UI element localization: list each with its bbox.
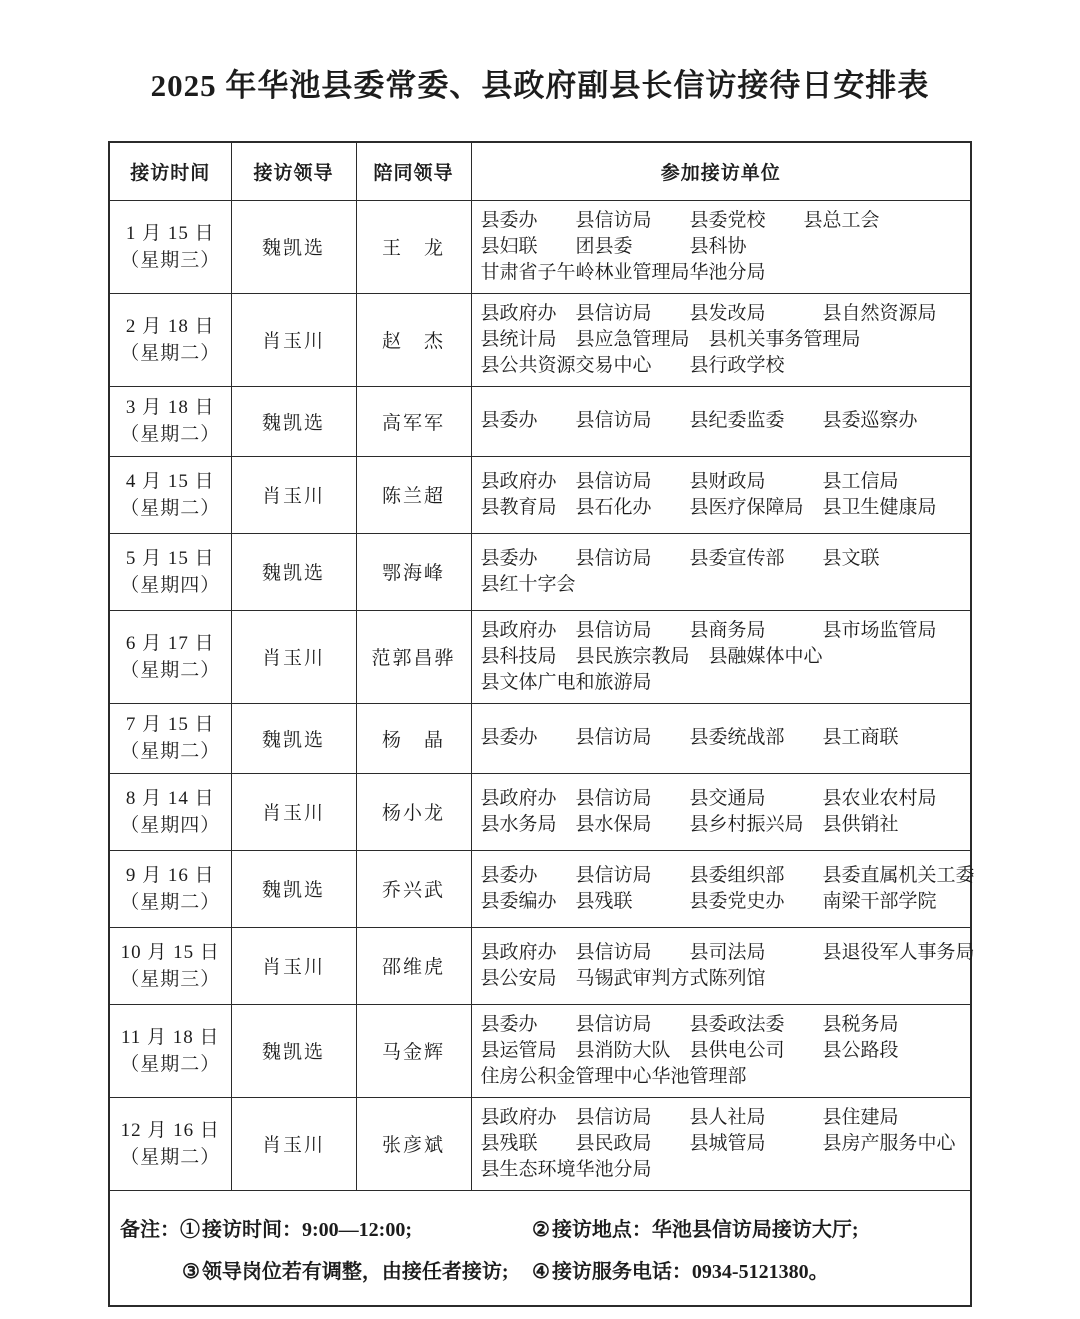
weekday-text: （星期二） [120,891,221,913]
participating-units [471,200,971,293]
notes-row [109,1190,971,1306]
table-row [109,533,971,610]
accompanying-leader: 范郭昌骅 [356,610,471,703]
participating-units [471,703,971,773]
unit-line: 县委办 县信访局 县纪委监委 县委巡察办 [480,410,918,431]
unit-line: 住房公积金管理中心华池管理部 [480,1065,747,1087]
date-text: 6 月 17 日 [125,632,215,654]
accompanying-leader: 高军军 [356,386,471,456]
note-4-number: ④ [532,1260,550,1283]
reception-date [109,610,231,703]
table-row [109,1004,971,1097]
table-row [109,200,971,293]
unit-line: 县政府办 县信访局 县人社局 县住建局 [480,1106,899,1128]
note-3-number: ③ [182,1260,200,1283]
col-header-time: 接访时间 [109,142,231,200]
note-1-number: ① [180,1218,200,1241]
unit-line: 县委办 县信访局 县委宣传部 县文联 [480,547,880,569]
table-row [109,773,971,850]
weekday-text: （星期二） [120,497,221,519]
table-row [109,456,971,533]
reception-leader: 肖玉川 [231,293,356,386]
unit-line: 县残联 县民政局 县城管局 县房产服务中心 [480,1132,956,1154]
participating-units [471,773,971,850]
accompanying-leader: 杨小龙 [356,773,471,850]
table-row [109,293,971,386]
unit-line: 县政府办 县信访局 县商务局 县市场监管局 [480,619,937,641]
reception-date [109,1097,231,1190]
table-row [109,703,971,773]
date-text: 3 月 18 日 [125,397,215,418]
weekday-text: （星期二） [120,1146,221,1168]
reception-date [109,200,231,293]
weekday-text: （星期二） [120,659,221,681]
reception-date [109,773,231,850]
reception-leader: 肖玉川 [231,456,356,533]
col-header-units: 参加接访单位 [471,142,971,200]
accompanying-leader: 陈兰超 [356,456,471,533]
date-text: 10 月 15 日 [120,941,220,963]
unit-line: 县委办 县信访局 县委统战部 县工商联 [480,727,899,748]
table-row [109,850,971,927]
participating-units [471,293,971,386]
date-text: 2 月 18 日 [125,315,215,337]
participating-units [471,927,975,1004]
date-text: 1 月 15 日 [125,222,215,244]
unit-line: 县委办 县信访局 县委政法委 县税务局 [480,1013,899,1035]
reception-date [109,1004,231,1097]
date-text: 12 月 16 日 [120,1119,220,1141]
note-2-number: ② [532,1218,550,1241]
date-text: 8 月 14 日 [125,787,215,809]
participating-units [471,533,971,610]
unit-line: 县委编办 县残联 县委党史办 南梁干部学院 [480,890,937,912]
date-text: 4 月 15 日 [125,470,215,492]
header-row [109,142,971,200]
unit-line: 县政府办 县信访局 县发改局 县自然资源局 [480,302,937,324]
date-text: 11 月 18 日 [120,1026,220,1048]
accompanying-leader: 王 龙 [356,200,471,293]
page-title: 2025 年华池县委常委、县政府副县长信访接待日安排表 [150,68,930,103]
weekday-text: （星期二） [120,342,221,364]
unit-line: 县水务局 县水保局 县乡村振兴局 县供销社 [480,813,899,835]
note-3-text: 领导岗位若有调整，由接任者接访; [201,1260,509,1283]
unit-line: 县委办 县信访局 县委组织部 县委直属机关工委 [480,864,975,886]
unit-line: 甘肃省子午岭林业管理局华池分局 [480,261,766,283]
reception-leader: 魏凯选 [231,533,356,610]
notes-cell [109,1190,971,1306]
participating-units [471,1097,971,1190]
reception-date [109,386,231,456]
unit-line: 县生态环境华池分局 [480,1158,652,1180]
reception-date [109,533,231,610]
table-row [109,610,971,703]
unit-line: 县政府办 县信访局 县交通局 县农业农村局 [480,787,937,809]
reception-date [109,927,231,1004]
unit-line: 县政府办 县信访局 县司法局 县退役军人事务局 [480,941,975,963]
col-header-leader: 接访领导 [231,142,356,200]
col-header-companion: 陪同领导 [356,142,471,200]
participating-units [471,386,971,456]
accompanying-leader: 马金辉 [356,1004,471,1097]
weekday-text: （星期三） [120,968,221,990]
weekday-text: （星期四） [120,574,221,596]
unit-line: 县妇联 团县委 县科协 [480,235,747,257]
participating-units [471,610,971,703]
table-row [109,927,971,1004]
date-text: 9 月 16 日 [125,864,215,886]
weekday-text: （星期四） [120,814,221,836]
unit-line: 县运管局 县消防大队 县供电公司 县公路段 [480,1039,899,1061]
reception-date [109,293,231,386]
weekday-text: （星期二） [120,424,221,445]
reception-leader: 魏凯选 [231,1004,356,1097]
weekday-text: （星期二） [120,741,221,762]
unit-line: 县公共资源交易中心 县行政学校 [480,354,785,376]
table-row [109,386,971,456]
reception-leader: 肖玉川 [231,927,356,1004]
unit-line: 县教育局 县石化办 县医疗保障局 县卫生健康局 [480,496,937,518]
accompanying-leader: 邵维虎 [356,927,471,1004]
unit-line: 县政府办 县信访局 县财政局 县工信局 [480,470,899,492]
unit-line: 县委办 县信访局 县委党校 县总工会 [480,209,880,231]
reception-date [109,703,231,773]
unit-line: 县统计局 县应急管理局 县机关事务管理局 [480,328,861,350]
unit-line: 县公安局 马锡武审判方式陈列馆 [480,967,766,989]
accompanying-leader: 杨 晶 [356,703,471,773]
note-1 [120,1216,532,1244]
notes-label: 备注： [120,1218,180,1241]
unit-line: 县文体广电和旅游局 [480,671,652,693]
table-row [109,1097,971,1190]
participating-units [471,1004,971,1097]
note-3 [120,1258,532,1286]
participating-units [471,456,971,533]
unit-line: 县红十字会 [480,573,576,595]
weekday-text: （星期三） [120,249,221,271]
note-2 [532,1216,962,1244]
schedule-table [108,141,975,1307]
unit-line: 县科技局 县民族宗教局 县融媒体中心 [480,645,823,667]
note-2-text: 接访地点：华池县信访局接访大厅; [551,1218,859,1241]
accompanying-leader: 赵 杰 [356,293,471,386]
reception-leader: 肖玉川 [231,773,356,850]
weekday-text: （星期二） [120,1053,221,1075]
reception-leader: 肖玉川 [231,1097,356,1190]
note-4-text: 接访服务电话：0934-5121380。 [551,1260,829,1283]
reception-date [109,850,231,927]
reception-leader: 肖玉川 [231,610,356,703]
accompanying-leader: 乔兴武 [356,850,471,927]
notes [120,1216,962,1286]
note-4 [532,1258,962,1286]
participating-units [471,850,975,927]
reception-leader: 魏凯选 [231,850,356,927]
reception-leader: 魏凯选 [231,703,356,773]
accompanying-leader: 张彦斌 [356,1097,471,1190]
note-1-text: 接访时间：9:00—12:00; [202,1218,412,1241]
date-text: 7 月 15 日 [125,714,215,735]
reception-leader: 魏凯选 [231,386,356,456]
date-text: 5 月 15 日 [125,547,215,569]
reception-date [109,456,231,533]
reception-leader: 魏凯选 [231,200,356,293]
accompanying-leader: 鄂海峰 [356,533,471,610]
